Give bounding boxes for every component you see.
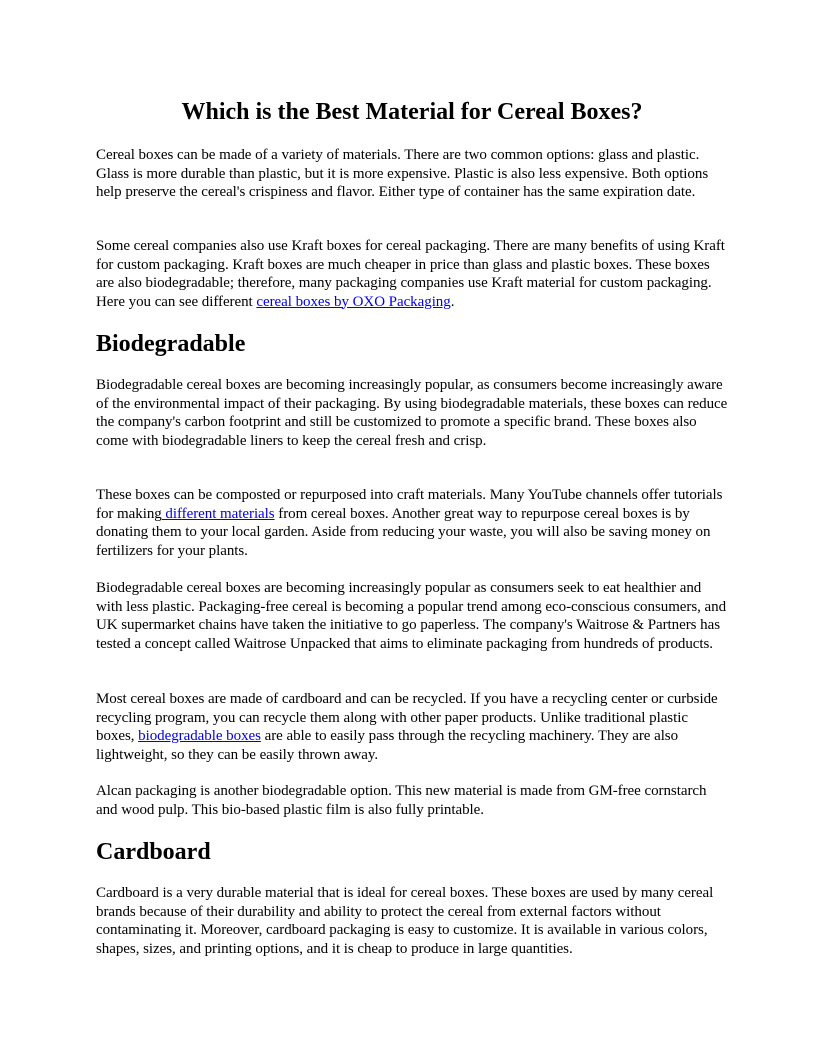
- different-materials-link[interactable]: different materials: [161, 505, 275, 522]
- biodegradable-paragraph-4-end: are able to easily pass through the recycling machinery. They are also lightweight, so they can be easily thrown away.: [96, 728, 679, 763]
- biodegradable-paragraph-1-text: Biodegradable cereal boxes are becoming increasingly popular, as consumers become increasingly aware of the environmental impact of their packaging. By using biodegradable materials, these boxes can reduce the company's carbon footprint and still be customized to promote a specific brand. These boxes also come with biodegradable liners to keep the cereal fresh and crisp.: [96, 377, 728, 449]
- cardboard-paragraph-1-text: Cardboard is a very durable material that is ideal for cereal boxes. These boxes are used by many cereal brands because of their durability and ability to protect the cereal from external factors without contaminating it. Moreover, cardboard packaging is easy to customize. It is available in various colors, shapes, sizes, and printing options, and it is cheap to produce in large quantities.: [96, 885, 714, 957]
- biodegradable-heading: Biodegradable: [96, 331, 246, 357]
- biodegradable-paragraph-4: [96, 690, 728, 764]
- cardboard-paragraph-1: [96, 884, 728, 958]
- biodegradable-heading-block: [96, 330, 728, 358]
- biodegradable-paragraph-1: [96, 376, 728, 450]
- intro-paragraph-1-text: Cereal boxes can be made of a variety of materials. There are two common options: glass and plastic. Glass is more durable than plastic, but it is more expensive. Plastic is also less expensive. Both options help preserve the cereal's crispiness and flavor. Either type of container has the same expiration date.: [96, 147, 709, 200]
- biodegradable-paragraph-2: [96, 486, 728, 560]
- biodegradable-paragraph-3: [96, 579, 728, 653]
- document-title: Which is the Best Material for Cereal Boxes?: [181, 99, 643, 125]
- intro-paragraph-1: [96, 146, 728, 202]
- biodegradable-paragraph-5-text: Alcan packaging is another biodegradable option. This new material is made from GM-free cornstarch and wood pulp. This bio-based plastic film is also fully printable.: [96, 783, 707, 818]
- biodegradable-paragraph-2-end: from cereal boxes. Another great way to repurpose cereal boxes is by donating them to your local garden. Aside from reducing your waste, you will also be saving money on fertilizers for your plants.: [96, 505, 711, 559]
- biodegradable-paragraph-2-text: These boxes can be composted or repurposed into craft materials. Many YouTube channels offer tutorials for making: [96, 487, 723, 522]
- intro-paragraph-2-text: Some cereal companies also use Kraft boxes for cereal packaging. There are many benefits of using Kraft for custom packaging. Kraft boxes are much cheaper in price than glass and plastic boxes. These boxes are also biodegradable; therefore, many packaging companies use Kraft material for custom packaging. Here you can see different: [96, 238, 725, 310]
- cardboard-heading: Cardboard: [96, 839, 211, 865]
- biodegradable-boxes-link[interactable]: biodegradable boxes: [138, 728, 261, 744]
- biodegradable-paragraph-3-text: Biodegradable cereal boxes are becoming increasingly popular as consumers seek to eat healthier and with less plastic. Packaging-free cereal is becoming a popular trend among eco-conscious consumers, and UK supermarket chains have taken the initiative to go paperless. The company's Waitrose & Partners has tested a concept called Waitrose Unpacked that aims to eliminate packaging from hundreds of products.: [96, 580, 727, 652]
- cereal-boxes-oxo-link[interactable]: cereal boxes by OXO Packaging: [256, 293, 451, 310]
- biodegradable-paragraph-4-text: Most cereal boxes are made of cardboard and can be recycled. If you have a recycling center or curbside recycling program, you can recycle them along with other paper products. Unlike traditional plastic boxes,: [96, 691, 718, 744]
- cardboard-heading-block: [96, 838, 728, 866]
- intro-paragraph-2: [96, 237, 728, 311]
- intro-paragraph-2-end: .: [450, 293, 455, 310]
- biodegradable-paragraph-5: [96, 782, 728, 819]
